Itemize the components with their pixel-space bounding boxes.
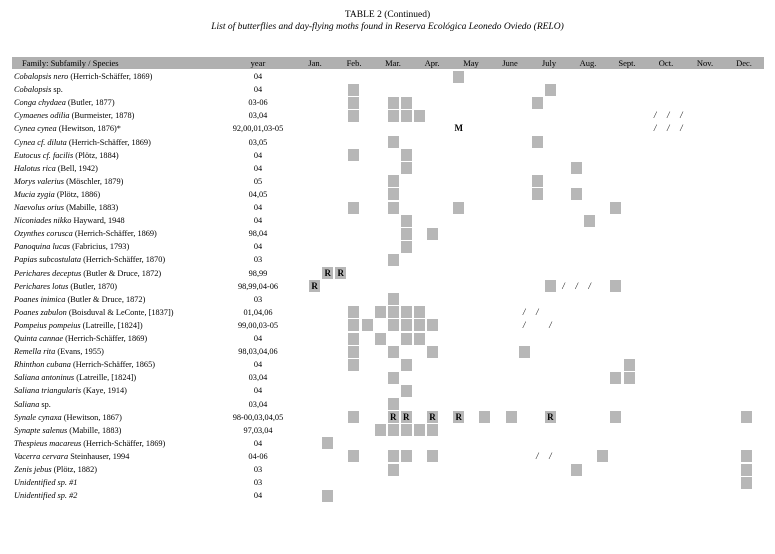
species-author: (Plötz, 1882) bbox=[51, 465, 97, 474]
month-header: Dec. bbox=[736, 58, 752, 68]
species-author: (Möschler, 1879) bbox=[64, 176, 124, 186]
species-label bbox=[14, 122, 121, 135]
species-name: Conga chydaea bbox=[14, 98, 66, 108]
species-name: Cynea cf. diluta bbox=[14, 137, 67, 147]
record-marker: R bbox=[311, 280, 318, 291]
species-author: (Butler & Druce, 1872) bbox=[65, 294, 146, 304]
record-cell bbox=[401, 359, 412, 371]
record-slash: / bbox=[667, 110, 670, 121]
species-label bbox=[14, 319, 143, 332]
record-marker: R bbox=[403, 411, 410, 422]
record-cell bbox=[401, 424, 412, 436]
month-header: Sept. bbox=[618, 58, 636, 68]
species-author: (Herrich-Schäffer, 1869) bbox=[72, 229, 157, 239]
year-cell: 01,04,06 bbox=[243, 307, 273, 317]
species-name: Mucia zygia bbox=[14, 189, 55, 199]
record-cell bbox=[427, 346, 438, 358]
month-header: May bbox=[463, 58, 479, 68]
species-label bbox=[14, 280, 117, 293]
record-cell bbox=[348, 319, 359, 331]
species-author: (Butler & Druce, 1872) bbox=[81, 268, 162, 278]
species-label bbox=[14, 463, 97, 476]
species-label bbox=[14, 332, 147, 345]
species-name: Thespieus macareus bbox=[14, 438, 82, 448]
species-name: Poanes zabulon bbox=[14, 307, 67, 317]
year-cell: 04 bbox=[253, 360, 263, 370]
year-cell: 05 bbox=[253, 176, 263, 186]
record-cell bbox=[624, 372, 635, 384]
species-label bbox=[14, 253, 165, 266]
species-label bbox=[14, 437, 165, 450]
year-cell: 03,04 bbox=[248, 111, 268, 121]
record-cell bbox=[388, 293, 399, 305]
record-cell bbox=[401, 149, 412, 161]
year-cell: 03-06 bbox=[248, 98, 268, 108]
year-cell: 04 bbox=[253, 334, 263, 343]
record-slash: / bbox=[680, 110, 683, 121]
species-name: Halotus rica bbox=[14, 163, 56, 173]
table-caption: List of butterflies and day-flying moths found in Reserva Ecológica Leonedo Oviedo (RELO) bbox=[211, 22, 564, 32]
species-label bbox=[14, 136, 151, 149]
species-name: Naevolus orius bbox=[14, 203, 65, 212]
species-label bbox=[14, 384, 127, 397]
record-cell bbox=[427, 319, 438, 331]
species-name: Poanes inimica bbox=[14, 294, 66, 304]
species-author: (Herrich-Schäffer, 1865) bbox=[70, 360, 155, 370]
species-name: Cobalopsis nero bbox=[14, 72, 69, 81]
species-author: (Herrich-Schäffer, 1870) bbox=[81, 255, 166, 265]
record-cell bbox=[479, 411, 490, 423]
record-cell bbox=[741, 477, 752, 489]
record-cell bbox=[453, 202, 464, 214]
species-author: (Kaye, 1914) bbox=[81, 386, 127, 396]
record-cell bbox=[388, 175, 399, 187]
year-column-header: year bbox=[250, 58, 266, 68]
year-cell: 03,04 bbox=[248, 399, 268, 409]
record-marker: R bbox=[429, 411, 436, 422]
species-name: Panoquina lucas bbox=[14, 242, 70, 252]
year-cell: 03 bbox=[253, 478, 263, 488]
year-cell: 04 bbox=[253, 72, 263, 81]
species-author: (Butler, 1870) bbox=[68, 281, 118, 291]
species-author: sp. bbox=[39, 399, 51, 409]
record-cell bbox=[335, 267, 346, 279]
record-cell bbox=[571, 464, 582, 476]
species-author: (Herrich-Schäffer, 1869) bbox=[63, 334, 148, 343]
species-label bbox=[14, 240, 129, 253]
record-cell bbox=[414, 319, 425, 331]
record-cell bbox=[453, 71, 464, 83]
record-cell bbox=[388, 346, 399, 358]
species-label bbox=[14, 267, 161, 280]
record-cell bbox=[610, 372, 621, 384]
month-header: July bbox=[541, 58, 557, 68]
species-name: Cobalopsis bbox=[14, 85, 52, 95]
record-cell bbox=[348, 110, 359, 122]
species-label bbox=[14, 162, 98, 175]
species-author: (Hewitson, 1867) bbox=[61, 412, 122, 422]
record-cell bbox=[545, 411, 556, 423]
record-slash: / bbox=[680, 123, 683, 134]
record-slash: / bbox=[522, 306, 526, 317]
species-name: Pompeius pompeius bbox=[14, 320, 81, 330]
species-label bbox=[14, 450, 129, 463]
species-name: Remella rita bbox=[14, 347, 56, 357]
record-cell bbox=[401, 411, 412, 423]
record-slash: / bbox=[667, 123, 670, 134]
record-cell bbox=[348, 149, 359, 161]
record-cell bbox=[388, 306, 399, 318]
record-cell bbox=[532, 97, 543, 109]
species-label bbox=[14, 489, 77, 502]
record-cell bbox=[348, 359, 359, 371]
record-slash: / bbox=[549, 450, 552, 461]
record-cell bbox=[610, 202, 621, 214]
record-slash: / bbox=[562, 280, 565, 291]
record-cell bbox=[375, 333, 386, 345]
record-cell bbox=[741, 450, 752, 462]
year-cell: 03 bbox=[253, 255, 263, 265]
record-cell bbox=[741, 411, 752, 423]
month-header: Jan. bbox=[308, 58, 322, 68]
species-author: (Mabille, 1883) bbox=[64, 203, 119, 212]
record-cell bbox=[453, 411, 464, 423]
month-header: Mar. bbox=[385, 58, 401, 68]
family-column-header: Family: Subfamily / Species bbox=[22, 58, 119, 68]
year-cell: 97,03,04 bbox=[243, 425, 273, 435]
record-cell bbox=[388, 424, 399, 436]
record-cell bbox=[348, 346, 359, 358]
record-cell bbox=[388, 464, 399, 476]
species-name: Eutocus cf. facilis bbox=[14, 150, 74, 160]
species-label bbox=[14, 109, 134, 122]
record-cell bbox=[571, 188, 582, 200]
record-cell bbox=[388, 319, 399, 331]
species-author: (Herrich-Schäffer, 1869) bbox=[66, 137, 151, 147]
record-cell bbox=[532, 188, 543, 200]
year-cell: 04,05 bbox=[248, 189, 268, 199]
species-name: Quinta cannae bbox=[14, 334, 64, 343]
record-cell bbox=[348, 97, 359, 109]
year-cell: 04 bbox=[253, 163, 263, 173]
species-author: (Plötz, 1886) bbox=[54, 189, 101, 199]
record-cell bbox=[571, 162, 582, 174]
species-name: Saliana triangularis bbox=[14, 386, 82, 396]
month-header: Aug. bbox=[579, 58, 597, 68]
year-cell: 98,99 bbox=[248, 268, 268, 278]
species-author: (Herrich-Schäffer, 1869) bbox=[81, 438, 166, 448]
species-label bbox=[14, 293, 145, 306]
year-cell: 04 bbox=[253, 203, 263, 212]
record-marker: R bbox=[389, 411, 397, 422]
record-cell bbox=[375, 424, 386, 436]
species-label bbox=[14, 227, 157, 240]
record-cell bbox=[414, 306, 425, 318]
species-name: Ozynthes corusca bbox=[14, 229, 73, 239]
month-header: Feb. bbox=[346, 58, 362, 68]
record-cell bbox=[427, 228, 438, 240]
species-author: (Butler, 1877) bbox=[65, 98, 115, 108]
species-author: (Latreille, [1824]) bbox=[74, 373, 137, 383]
record-cell bbox=[401, 162, 412, 174]
record-cell bbox=[388, 110, 399, 122]
month-header: June bbox=[502, 58, 518, 68]
record-cell bbox=[348, 411, 359, 423]
record-cell bbox=[401, 215, 412, 227]
species-author: (Burmeister, 1878) bbox=[69, 111, 135, 121]
species-label bbox=[14, 345, 104, 358]
species-label bbox=[14, 214, 125, 227]
record-cell bbox=[362, 319, 373, 331]
species-label bbox=[14, 96, 115, 109]
species-name: Cymaenes odilia bbox=[14, 111, 70, 121]
month-header: Apr. bbox=[424, 58, 440, 68]
species-name: Synapte salenus bbox=[14, 425, 68, 435]
year-cell: 98-00,03,04,05 bbox=[232, 412, 284, 422]
year-cell: 98,04 bbox=[248, 229, 268, 239]
year-cell: 04 bbox=[253, 85, 263, 95]
record-cell bbox=[348, 202, 359, 214]
species-label bbox=[14, 424, 121, 437]
species-label bbox=[14, 175, 123, 188]
species-author: (Latreille, [1824]) bbox=[80, 320, 143, 330]
record-cell bbox=[401, 450, 412, 462]
record-cell bbox=[519, 346, 530, 358]
species-name: Saliana antoninus bbox=[14, 373, 75, 383]
record-cell bbox=[545, 84, 556, 96]
year-cell: 92,00,01,03-05 bbox=[232, 124, 284, 134]
year-cell: 03,05 bbox=[248, 137, 268, 147]
species-author: sp. bbox=[51, 85, 63, 95]
year-cell: 04 bbox=[253, 216, 263, 226]
record-cell bbox=[388, 398, 399, 410]
record-cell bbox=[348, 84, 359, 96]
species-name: Cynea cynea bbox=[14, 124, 57, 134]
record-cell bbox=[414, 110, 425, 122]
species-label bbox=[14, 306, 173, 319]
record-cell bbox=[427, 450, 438, 462]
record-cell bbox=[388, 188, 399, 200]
year-cell: 98,03,04,06 bbox=[238, 347, 278, 357]
record-cell bbox=[388, 97, 399, 109]
species-name: Morys valerius bbox=[14, 176, 65, 186]
year-cell: 04 bbox=[253, 438, 263, 448]
month-header: Oct. bbox=[658, 58, 674, 68]
year-cell: 04 bbox=[253, 242, 263, 252]
record-cell bbox=[401, 306, 412, 318]
record-slash: / bbox=[575, 280, 578, 291]
species-label bbox=[14, 149, 119, 162]
record-slash: / bbox=[653, 123, 657, 134]
record-cell bbox=[427, 411, 438, 423]
species-author: (Mabille, 1883) bbox=[67, 425, 122, 435]
record-marker: M bbox=[454, 123, 463, 134]
year-cell: 03 bbox=[253, 294, 263, 304]
year-cell: 04-06 bbox=[248, 451, 268, 461]
year-cell: 04 bbox=[253, 386, 263, 396]
species-author: (Evans, 1955) bbox=[55, 347, 104, 357]
record-cell bbox=[388, 450, 399, 462]
record-cell bbox=[610, 411, 621, 423]
record-cell bbox=[375, 306, 386, 318]
species-label bbox=[14, 83, 63, 96]
record-slash: / bbox=[522, 319, 526, 330]
record-cell bbox=[545, 280, 556, 292]
record-slash: / bbox=[588, 280, 591, 291]
record-slash: / bbox=[549, 319, 552, 330]
species-name: Papias subcostulata bbox=[14, 255, 82, 265]
record-cell bbox=[388, 136, 399, 148]
species-label bbox=[14, 411, 122, 424]
record-cell bbox=[624, 359, 635, 371]
species-name: Zenis jebus bbox=[14, 465, 52, 474]
record-cell bbox=[741, 464, 752, 476]
record-cell bbox=[348, 450, 359, 462]
record-cell bbox=[506, 411, 517, 423]
record-cell bbox=[414, 333, 425, 345]
record-cell bbox=[401, 333, 412, 345]
record-cell bbox=[401, 110, 412, 122]
record-cell bbox=[388, 411, 399, 423]
year-cell: 04 bbox=[253, 491, 263, 501]
species-label bbox=[14, 70, 152, 83]
record-marker: R bbox=[324, 267, 331, 278]
species-author: (Bell, 1942) bbox=[55, 163, 98, 173]
species-name: Synale cynaxa bbox=[14, 412, 62, 422]
year-cell: 03,04 bbox=[248, 373, 268, 383]
record-marker: R bbox=[547, 411, 554, 422]
record-marker: R bbox=[455, 411, 462, 422]
species-label bbox=[14, 201, 118, 214]
species-name: Unidentified sp. #1 bbox=[14, 478, 78, 488]
record-cell bbox=[401, 319, 412, 331]
species-name: Saliana bbox=[14, 399, 40, 409]
record-cell bbox=[322, 490, 333, 502]
record-cell bbox=[322, 267, 333, 279]
species-author: (Hewitson, 1876)* bbox=[56, 124, 121, 134]
species-label bbox=[14, 358, 155, 371]
species-author: (Fabricius, 1793) bbox=[70, 242, 130, 252]
species-label bbox=[14, 371, 136, 384]
species-label bbox=[14, 398, 51, 411]
record-slash: / bbox=[653, 110, 657, 121]
record-cell bbox=[348, 306, 359, 318]
record-cell bbox=[401, 97, 412, 109]
record-cell bbox=[388, 202, 399, 214]
species-name: Perichares deceptus bbox=[14, 268, 82, 278]
species-author: Steinhauser, 1994 bbox=[68, 451, 130, 461]
species-name: Niconiades nikko bbox=[14, 216, 72, 226]
record-cell bbox=[532, 175, 543, 187]
year-cell: 04 bbox=[253, 150, 263, 160]
table-title: TABLE 2 (Continued) bbox=[344, 10, 431, 20]
record-cell bbox=[401, 241, 412, 253]
record-slash: / bbox=[536, 450, 539, 461]
species-name: Unidentified sp. #2 bbox=[14, 491, 78, 501]
month-header: Nov. bbox=[696, 58, 714, 68]
record-cell bbox=[532, 136, 543, 148]
record-cell bbox=[348, 333, 359, 345]
species-label bbox=[14, 476, 77, 489]
record-cell bbox=[401, 228, 412, 240]
record-cell bbox=[427, 424, 438, 436]
record-slash: / bbox=[536, 306, 539, 317]
species-name: Vacerra cervara bbox=[14, 451, 69, 461]
species-author: (Plötz, 1884) bbox=[73, 150, 119, 160]
record-cell bbox=[322, 437, 333, 449]
species-author: Hayward, 1948 bbox=[71, 216, 125, 226]
record-cell bbox=[401, 385, 412, 397]
species-name: Perichares lotus bbox=[14, 281, 69, 291]
record-cell bbox=[388, 254, 399, 266]
species-name: Rhinthon cubana bbox=[14, 360, 71, 370]
species-author: (Boisduval & LeConte, [1837]) bbox=[66, 307, 174, 317]
species-label bbox=[14, 188, 100, 201]
record-cell bbox=[584, 215, 595, 227]
record-cell bbox=[597, 450, 608, 462]
year-cell: 98,99,04-06 bbox=[237, 281, 279, 291]
year-cell: 03 bbox=[253, 465, 263, 474]
record-cell bbox=[610, 280, 621, 292]
year-cell: 99,00,03-05 bbox=[237, 320, 279, 330]
record-marker: R bbox=[337, 267, 345, 278]
species-author: (Herrich-Schäffer, 1869) bbox=[68, 72, 153, 81]
record-cell bbox=[414, 424, 425, 436]
record-cell bbox=[309, 280, 320, 292]
record-cell bbox=[388, 372, 399, 384]
